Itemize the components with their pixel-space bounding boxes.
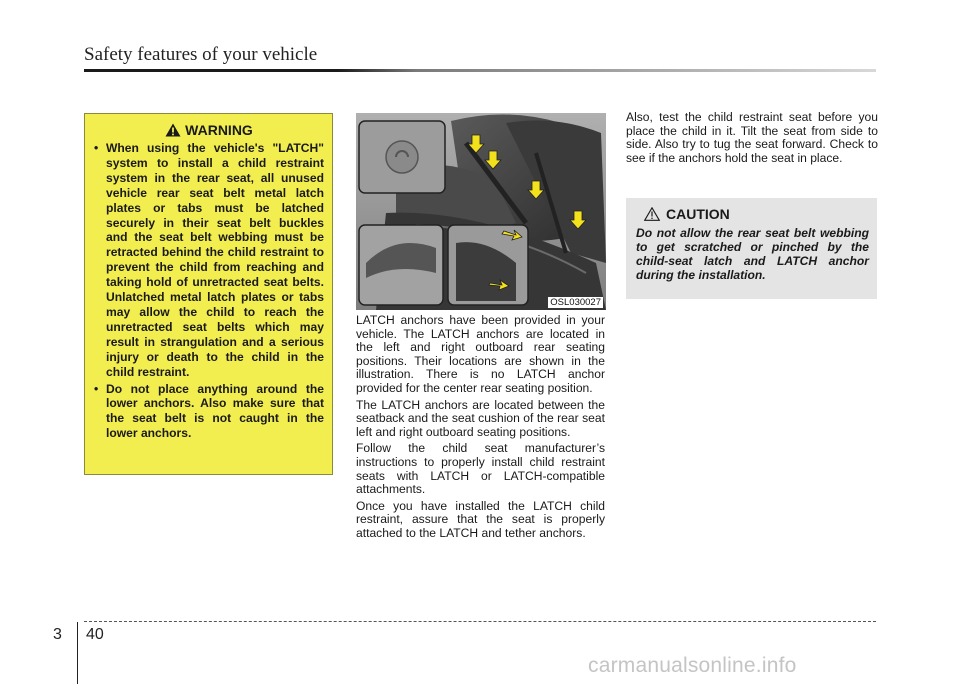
caution-title: CAUTION — [666, 206, 730, 222]
page-number: 40 — [86, 626, 104, 643]
header-rule — [84, 69, 876, 72]
warning-item — [94, 382, 324, 442]
latch-anchor-illustration — [356, 113, 606, 310]
caution-triangle-icon — [644, 207, 660, 221]
main-text-column — [356, 314, 605, 544]
warning-list — [94, 141, 324, 441]
warning-item-text: Do not place anything around the lower anchors. Also make sure that the seat belt is not caught in the lower anchors. — [106, 381, 324, 441]
body-paragraph: Also, test the child restraint seat before you place the child in it. Tilt the seat from side to side. Also try to tug the seat forward. Check to see if the anchors hold the seat in place. — [626, 110, 878, 165]
page-number-divider — [77, 622, 78, 684]
watermark: carmanualsonline.info — [588, 654, 797, 677]
warning-triangle-icon — [165, 123, 181, 137]
warning-item-text: When using the vehicle's "LATCH" system to install a child restraint system in the rear seat, all unused vehicle rear seat belt metal latch plates or tabs must be latched securely in their seat belt buckles and the seat belt webbing must be retracted behind the child restraint to prevent the child from reaching and taking hold of unretracted seat belts. Unlatched metal latch plates or tabs may allow the child to reach the unretracted seat belts which may result in strangulation and a serious injury or death to the child in the child restraint. — [106, 141, 324, 379]
rear-seat-drawing — [356, 113, 606, 310]
caution-box — [626, 198, 877, 299]
warning-title: WARNING — [185, 122, 253, 138]
caution-text: Do not allow the rear seat belt webbing to get scratched or pinched by the child-seat latch and LATCH anchor during the installation. — [636, 226, 869, 282]
body-paragraph: LATCH anchors have been provided in your vehicle. The LATCH anchors are located in the left and right outboard rear seating positions. Their locations are shown in the illustration. There is no LATCH anchor provided for the center rear seating position. — [356, 313, 605, 395]
warning-box — [84, 113, 333, 475]
page-header-title: Safety features of your vehicle — [84, 44, 318, 65]
bullet-icon: • — [94, 141, 99, 155]
warning-heading — [94, 122, 324, 138]
bullet-icon: • — [94, 381, 99, 396]
right-text-column — [626, 111, 878, 165]
warning-item — [94, 141, 324, 380]
chapter-number: 3 — [53, 626, 62, 643]
body-paragraph: Follow the child seat manufacturer’s instructions to properly install child restraint seats with LATCH or LATCH-compatible attachments. — [356, 441, 605, 497]
body-paragraph: Once you have installed the LATCH child restraint, assure that the seat is properly attached to the LATCH and tether anchors. — [356, 498, 605, 540]
illustration-caption: OSL030027 — [550, 297, 601, 308]
caution-heading — [636, 206, 869, 222]
body-paragraph: The LATCH anchors are located between the seatback and the seat cushion of the rear seat left and right outboard seating positions. — [356, 397, 605, 439]
footer-rule — [84, 621, 876, 622]
